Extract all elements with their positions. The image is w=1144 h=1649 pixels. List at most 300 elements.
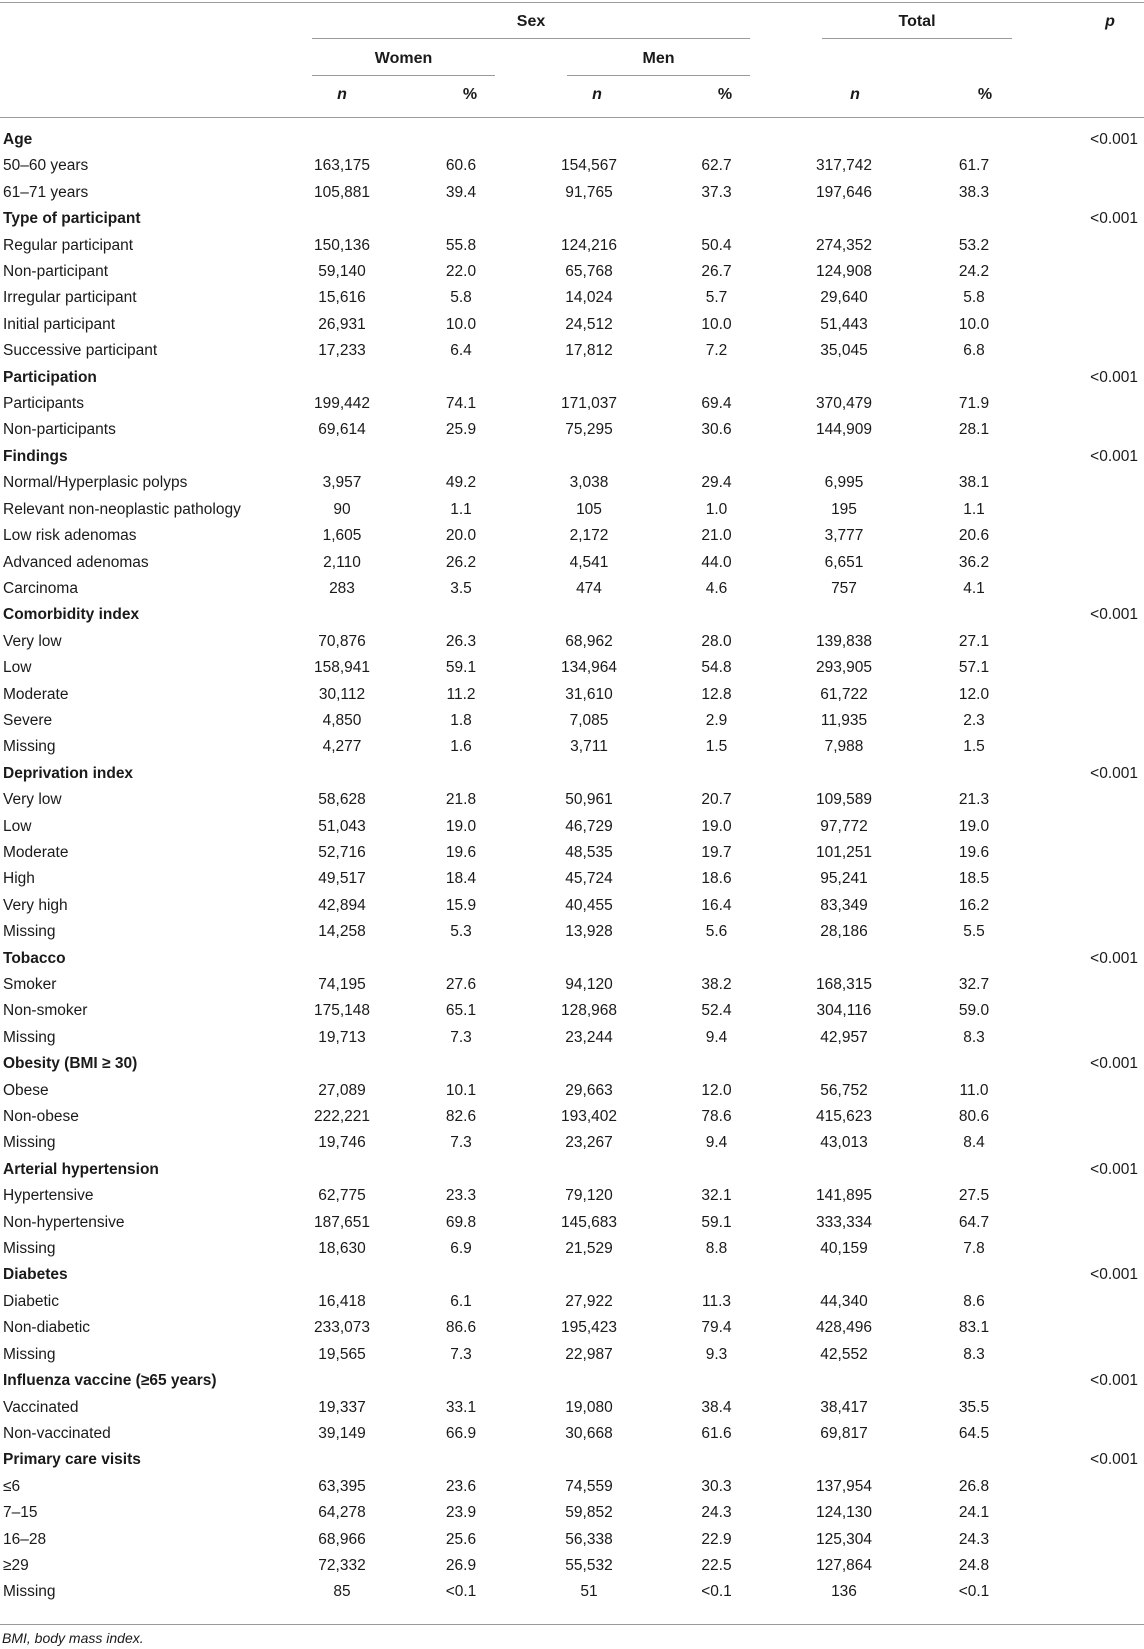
women-underline: [312, 75, 495, 76]
percent-cell: [654, 127, 779, 153]
count-cell: 26,931: [318, 315, 366, 333]
table-row: [0, 1315, 1144, 1341]
percent-cell: 21.8: [445, 791, 477, 809]
count-cell: 124,216: [560, 236, 618, 254]
percent-cell: [909, 1368, 1039, 1394]
count-cell: 74,195: [318, 976, 366, 993]
row-label: Missing: [3, 738, 56, 756]
percent-cell: 50.4: [701, 236, 732, 254]
count-cell: 293,905: [815, 659, 873, 677]
table-row: [0, 312, 1144, 338]
percent-cell: 24.3: [701, 1504, 732, 1522]
count-cell: [286, 946, 398, 972]
count-cell: 42,957: [820, 1028, 868, 1046]
table-row: [0, 153, 1144, 179]
count-cell: 75,295: [565, 421, 613, 439]
percent-cell: 16.4: [701, 896, 732, 914]
row-label: Low: [3, 817, 32, 835]
p-value-cell: [1039, 814, 1144, 840]
percent-cell: 12.8: [701, 685, 732, 703]
percent-cell: 64.7: [958, 1213, 990, 1231]
count-cell: 2,172: [569, 527, 609, 545]
percent-cell: 64.5: [958, 1424, 990, 1442]
percent-cell: 74.1: [445, 395, 477, 413]
percent-cell: 1.1: [963, 500, 985, 518]
percent-cell: 1.5: [705, 738, 728, 756]
header-men-pct: %: [717, 86, 733, 103]
count-cell: 97,772: [820, 817, 868, 835]
p-value-cell: [1039, 972, 1144, 998]
count-cell: 757: [831, 579, 857, 597]
percent-cell: 26.3: [445, 632, 477, 650]
count-cell: [286, 1051, 398, 1077]
section-row: [0, 1262, 1144, 1288]
table-row: [0, 708, 1144, 734]
section-row: [0, 127, 1144, 153]
percent-cell: 19.6: [958, 843, 990, 861]
percent-cell: 8.4: [963, 1134, 985, 1152]
p-value-cell: [1039, 998, 1144, 1024]
percent-cell: 69.4: [701, 395, 732, 413]
percent-cell: 15.9: [445, 896, 477, 914]
count-cell: 139,838: [815, 632, 873, 650]
percent-cell: 7.3: [450, 1134, 472, 1152]
row-label: Regular participant: [3, 236, 134, 254]
count-cell: 51,443: [820, 315, 868, 333]
count-cell: [286, 127, 398, 153]
p-value-cell: [1039, 180, 1144, 206]
percent-cell: 16.2: [958, 896, 990, 914]
percent-cell: 52.4: [701, 1002, 732, 1020]
header-women-n: n: [337, 86, 347, 103]
count-cell: 69,614: [318, 421, 366, 439]
count-cell: 19,746: [318, 1134, 366, 1152]
count-cell: 51: [580, 1583, 598, 1601]
header-rule: [0, 117, 1144, 118]
row-label: Successive participant: [3, 342, 158, 360]
row-label: Missing: [3, 1028, 56, 1046]
count-cell: 141,895: [815, 1187, 873, 1205]
table-row: [0, 866, 1144, 892]
section-label: Comorbidity index: [3, 606, 140, 624]
count-cell: 127,864: [815, 1556, 873, 1574]
count-cell: 45,724: [565, 870, 613, 888]
percent-cell: 79.4: [701, 1319, 732, 1337]
percent-cell: 10.0: [958, 315, 990, 333]
count-cell: 30,668: [565, 1424, 613, 1442]
count-cell: 55,532: [565, 1556, 613, 1574]
count-cell: [524, 206, 654, 232]
table-row: [0, 919, 1144, 945]
p-value-cell: [1039, 470, 1144, 496]
table-row: [0, 1395, 1144, 1421]
count-cell: 317,742: [815, 157, 873, 175]
table-row: [0, 497, 1144, 523]
section-row: [0, 444, 1144, 470]
count-cell: 29,663: [565, 1081, 613, 1099]
section-label: Primary care visits: [3, 1451, 141, 1469]
percent-cell: 1.0: [705, 500, 728, 518]
count-cell: 428,496: [815, 1319, 873, 1337]
percent-cell: 61.7: [958, 157, 990, 175]
count-cell: 333,334: [815, 1213, 873, 1231]
p-value-cell: [1039, 312, 1144, 338]
section-label: Findings: [3, 447, 68, 465]
percent-cell: 22.9: [701, 1530, 732, 1548]
section-row: [0, 1051, 1144, 1077]
p-value-cell: [1039, 1315, 1144, 1341]
percent-cell: [909, 206, 1039, 232]
count-cell: 134,964: [560, 659, 618, 677]
row-label: Moderate: [3, 843, 69, 861]
count-cell: [779, 1157, 909, 1183]
count-cell: 17,233: [318, 342, 366, 360]
count-cell: 195: [831, 500, 857, 518]
count-cell: [286, 761, 398, 787]
percent-cell: 11.3: [701, 1292, 732, 1310]
p-value-cell: <0.001: [1090, 764, 1138, 782]
percent-cell: 78.6: [701, 1108, 732, 1126]
p-value-cell: [1039, 787, 1144, 813]
section-row: [0, 1447, 1144, 1473]
percent-cell: 66.9: [445, 1424, 477, 1442]
section-row: [0, 1368, 1144, 1394]
count-cell: [286, 1157, 398, 1183]
count-cell: 46,729: [565, 817, 613, 835]
percent-cell: 20.6: [958, 527, 990, 545]
percent-cell: 7.3: [450, 1345, 472, 1363]
table-body: [0, 127, 1144, 1606]
table-row: [0, 655, 1144, 681]
p-value-cell: [1039, 1474, 1144, 1500]
percent-cell: 1.5: [963, 738, 985, 756]
row-label: Very low: [3, 791, 62, 809]
percent-cell: [398, 206, 524, 232]
percent-cell: 27.1: [958, 632, 990, 650]
row-label: Missing: [3, 1583, 56, 1601]
percent-cell: [654, 365, 779, 391]
count-cell: [779, 1447, 909, 1473]
count-cell: 199,442: [313, 395, 371, 413]
count-cell: [286, 602, 398, 628]
row-label: ≤6: [3, 1477, 21, 1495]
count-cell: 91,765: [565, 183, 613, 201]
percent-cell: 27.6: [445, 976, 477, 993]
percent-cell: 37.3: [701, 183, 732, 201]
p-value-cell: <0.001: [1090, 949, 1138, 967]
count-cell: 52,716: [318, 843, 366, 861]
count-cell: [779, 1262, 909, 1288]
count-cell: 40,455: [565, 896, 613, 914]
percent-cell: 1.6: [450, 738, 472, 756]
count-cell: 22,987: [565, 1345, 613, 1363]
percent-cell: 8.3: [963, 1028, 985, 1046]
percent-cell: [398, 1051, 524, 1077]
percent-cell: 8.8: [705, 1240, 728, 1258]
percent-cell: 24.3: [958, 1530, 990, 1548]
section-row: [0, 206, 1144, 232]
count-cell: 195,423: [560, 1319, 618, 1337]
p-value-cell: <0.001: [1090, 1055, 1138, 1073]
percent-cell: 3.5: [450, 579, 472, 597]
percent-cell: [654, 1051, 779, 1077]
count-cell: 283: [329, 579, 355, 597]
row-label: Non-hypertensive: [3, 1213, 125, 1231]
percent-cell: 11.0: [959, 1081, 989, 1099]
count-cell: 23,244: [565, 1028, 613, 1046]
count-cell: 4,277: [322, 738, 362, 756]
count-cell: 94,120: [565, 976, 613, 993]
count-cell: 1,605: [322, 527, 362, 545]
count-cell: 43,013: [820, 1134, 868, 1152]
percent-cell: 5.7: [705, 289, 728, 307]
count-cell: 42,552: [820, 1345, 868, 1363]
percent-cell: 10.1: [445, 1081, 477, 1099]
percent-cell: 38.1: [958, 474, 990, 492]
percent-cell: [398, 365, 524, 391]
p-value-cell: <0.001: [1090, 1451, 1138, 1469]
percent-cell: 6.1: [450, 1292, 472, 1310]
percent-cell: 26.8: [958, 1477, 990, 1495]
count-cell: 6,995: [824, 474, 864, 492]
table-row: [0, 576, 1144, 602]
count-cell: [286, 1262, 398, 1288]
percent-cell: 39.4: [445, 183, 477, 201]
count-cell: [779, 1368, 909, 1394]
p-value-cell: [1039, 391, 1144, 417]
percent-cell: [398, 1262, 524, 1288]
table-row: [0, 417, 1144, 443]
row-label: Low risk adenomas: [3, 527, 137, 545]
percent-cell: 5.8: [963, 289, 985, 307]
count-cell: 370,479: [815, 395, 873, 413]
p-value-cell: [1039, 1183, 1144, 1209]
table-row: [0, 233, 1144, 259]
percent-cell: 26.9: [445, 1556, 477, 1574]
row-label: 50–60 years: [3, 157, 89, 175]
count-cell: 42,894: [318, 896, 366, 914]
percent-cell: 24.8: [958, 1556, 990, 1574]
percent-cell: [654, 206, 779, 232]
header-men: Men: [642, 50, 675, 67]
count-cell: 144,909: [815, 421, 873, 439]
table-row: [0, 180, 1144, 206]
percent-cell: 57.1: [958, 659, 990, 677]
data-table: [0, 127, 1144, 1606]
count-cell: 28,186: [820, 923, 868, 941]
percent-cell: 18.6: [701, 870, 732, 888]
percent-cell: 54.8: [701, 659, 732, 677]
count-cell: 68,962: [565, 632, 613, 650]
row-label: Non-diabetic: [3, 1319, 91, 1337]
table-row: [0, 629, 1144, 655]
count-cell: 136: [831, 1583, 857, 1601]
count-cell: 83,349: [820, 896, 868, 914]
count-cell: [779, 206, 909, 232]
count-cell: 7,085: [569, 711, 609, 729]
row-label: Relevant non-neoplastic pathology: [3, 500, 241, 518]
count-cell: [524, 602, 654, 628]
header-women: Women: [374, 50, 433, 67]
p-value-cell: [1039, 576, 1144, 602]
count-cell: 51,043: [318, 817, 366, 835]
percent-cell: 19.6: [445, 843, 477, 861]
percent-cell: 1.1: [450, 500, 472, 518]
section-label: Tobacco: [3, 949, 66, 967]
count-cell: 64,278: [318, 1504, 366, 1522]
count-cell: 72,332: [318, 1556, 366, 1574]
percent-cell: 19.0: [958, 817, 990, 835]
percent-cell: <0.1: [701, 1583, 732, 1601]
percent-cell: 26.7: [701, 263, 732, 281]
percent-cell: 38.3: [958, 183, 990, 201]
header-women-pct: %: [462, 86, 478, 103]
row-label: Vaccinated: [3, 1398, 79, 1416]
percent-cell: 8.6: [963, 1292, 985, 1310]
percent-cell: 20.0: [445, 527, 477, 545]
count-cell: 14,024: [565, 289, 613, 307]
count-cell: [286, 206, 398, 232]
p-value-cell: [1039, 1130, 1144, 1156]
percent-cell: 38.4: [701, 1398, 732, 1416]
row-label: Very high: [3, 896, 68, 914]
count-cell: 101,251: [815, 843, 873, 861]
count-cell: 44,340: [820, 1292, 868, 1310]
percent-cell: [398, 1368, 524, 1394]
table-row: [0, 972, 1144, 998]
percent-cell: 9.3: [705, 1345, 728, 1363]
p-value-cell: <0.001: [1090, 1160, 1138, 1178]
header-sex: Sex: [516, 13, 546, 30]
header-total-pct: %: [977, 86, 993, 103]
count-cell: 6,651: [824, 553, 864, 571]
percent-cell: [654, 444, 779, 470]
count-cell: 24,512: [565, 315, 613, 333]
percent-cell: [654, 1262, 779, 1288]
percent-cell: 61.6: [701, 1424, 732, 1442]
percent-cell: 25.9: [445, 421, 477, 439]
p-value-cell: [1039, 259, 1144, 285]
percent-cell: 24.2: [958, 263, 990, 281]
p-value-cell: [1039, 840, 1144, 866]
row-label: Missing: [3, 1345, 56, 1363]
percent-cell: 6.4: [450, 342, 472, 360]
count-cell: 19,713: [318, 1028, 366, 1046]
table-row: [0, 1579, 1144, 1605]
count-cell: 56,752: [820, 1081, 868, 1099]
percent-cell: [909, 946, 1039, 972]
count-cell: 61,722: [820, 685, 868, 703]
table-row: [0, 1474, 1144, 1500]
section-row: [0, 602, 1144, 628]
p-value-cell: [1039, 655, 1144, 681]
table-row: [0, 1500, 1144, 1526]
count-cell: 233,073: [313, 1319, 371, 1337]
row-label: Diabetic: [3, 1292, 59, 1310]
percent-cell: 71.9: [958, 395, 990, 413]
row-label: Carcinoma: [3, 579, 78, 597]
percent-cell: 21.0: [701, 527, 732, 545]
count-cell: [524, 127, 654, 153]
count-cell: 90: [333, 500, 351, 518]
percent-cell: 28.1: [958, 421, 990, 439]
percent-cell: 10.0: [701, 315, 732, 333]
percent-cell: 20.7: [701, 791, 732, 809]
count-cell: 193,402: [560, 1108, 618, 1126]
percent-cell: 12.0: [701, 1081, 732, 1099]
count-cell: 70,876: [318, 632, 366, 650]
row-label: Normal/Hyperplasic polyps: [3, 474, 188, 492]
count-cell: 124,130: [815, 1504, 873, 1522]
percent-cell: 11.2: [446, 685, 476, 703]
percent-cell: [654, 1157, 779, 1183]
p-value-cell: [1039, 866, 1144, 892]
p-value-cell: <0.001: [1090, 368, 1138, 386]
percent-cell: 28.0: [701, 632, 732, 650]
count-cell: [524, 1157, 654, 1183]
percent-cell: [398, 761, 524, 787]
count-cell: [779, 365, 909, 391]
header-total: Total: [898, 13, 936, 30]
table-row: [0, 682, 1144, 708]
count-cell: 49,517: [318, 870, 366, 888]
percent-cell: 5.5: [963, 923, 985, 941]
percent-cell: 24.1: [958, 1504, 990, 1522]
percent-cell: 1.8: [450, 711, 472, 729]
percent-cell: 23.6: [445, 1477, 477, 1495]
count-cell: 40,159: [820, 1240, 868, 1258]
percent-cell: [909, 602, 1039, 628]
p-value-cell: [1039, 338, 1144, 364]
p-value-cell: [1039, 285, 1144, 311]
count-cell: 137,954: [815, 1477, 873, 1495]
p-value-cell: [1039, 708, 1144, 734]
count-cell: 19,337: [318, 1398, 366, 1416]
count-cell: 38,417: [820, 1398, 868, 1416]
percent-cell: 86.6: [445, 1319, 477, 1337]
row-label: Obese: [3, 1081, 49, 1099]
table-row: [0, 1421, 1144, 1447]
count-cell: 105,881: [313, 183, 371, 201]
percent-cell: 53.2: [958, 236, 990, 254]
count-cell: 128,968: [560, 1002, 618, 1020]
section-row: [0, 365, 1144, 391]
table-row: [0, 893, 1144, 919]
section-row: [0, 946, 1144, 972]
table-row: [0, 1183, 1144, 1209]
section-label: Deprivation index: [3, 764, 134, 782]
percent-cell: [654, 602, 779, 628]
percent-cell: 2.3: [963, 711, 985, 729]
count-cell: 58,628: [318, 791, 366, 809]
count-cell: 304,116: [816, 1002, 872, 1020]
p-value-cell: <0.001: [1090, 1372, 1138, 1390]
percent-cell: 59.1: [701, 1213, 732, 1231]
table-row: [0, 787, 1144, 813]
percent-cell: 59.0: [958, 1002, 990, 1020]
count-cell: 3,957: [322, 474, 362, 492]
p-value-cell: [1039, 497, 1144, 523]
row-label: Non-smoker: [3, 1002, 88, 1020]
percent-cell: [398, 127, 524, 153]
table-row: [0, 814, 1144, 840]
count-cell: 69,817: [820, 1424, 868, 1442]
count-cell: [524, 946, 654, 972]
count-cell: 50,961: [565, 791, 613, 809]
table-row: [0, 338, 1144, 364]
count-cell: 85: [333, 1583, 351, 1601]
section-row: [0, 1157, 1144, 1183]
